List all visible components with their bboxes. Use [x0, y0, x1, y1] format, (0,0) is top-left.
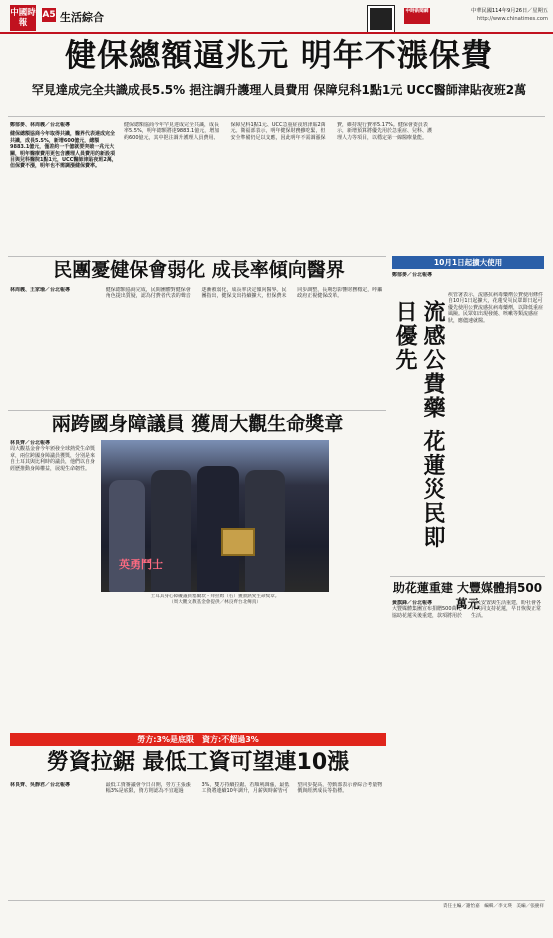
photo-overlay-text: 英勇鬥士 [119, 558, 163, 571]
sidebar-bottom-headline: 助花蓮重建 大豐媒體捐500萬元 [392, 581, 543, 611]
labor-banner: 勞方:3%是底限 資方:不超過3% [137, 735, 259, 744]
sidebar-bottom-byline: 黃旗鋒／台北報導 [392, 600, 433, 606]
divider [8, 410, 386, 411]
second-byline: 林周義、王家瑜／台北報導 [10, 287, 71, 293]
second-body-block [10, 287, 386, 407]
lead-subheadline: 罕見達成完全共識成長5.5% 挹注調升護理人員費用 保障兒科1點1元 UCC醫師津貼夜班2萬 [31, 83, 527, 97]
newspaper-logo: 中國時報 [10, 5, 36, 31]
date-line: 中華民國114年9月26日／星期五 [471, 8, 548, 14]
lead-intro-text: 健保總額協商今年取得共識，醫界代表達成完全共識，成長5.5%，新增600億元，總額9883.1億元，僅差約一千億就要突破一兆元大關，明年醫療費用更包含護理人員費用的新設項目與兒科醫院1點1元，UCC醫師津貼夜班2萬，但保費不漲，明年也不需調漲健保費率。 [10, 131, 117, 170]
partner-logo: 中時新聞網 [404, 8, 430, 24]
feature-right-column [333, 440, 387, 728]
labor-body: 最低工資審議會今日召開，勞方主張漲幅3%是底限，資方則認為不宜超過3%，雙方持續拉鋸。若順利調漲，最低工資將連續10年調升，月薪與時薪皆可望同步提高，勞動部表示會綜合考量物價與經濟成長等指標。 [105, 782, 383, 795]
sidebar-body: 疾管署表示，流感抗病毒藥劑公費使用條件自10月1日起擴大，花蓮受災民眾即日起可優先使用公費流感抗病毒藥劑，以降低重症風險。民眾如出現發燒、咳嗽等類流感症狀，應儘速就醫。 [448, 292, 544, 324]
qr-code-icon [368, 6, 394, 32]
feature-photo [101, 440, 329, 592]
header-rule [0, 32, 553, 34]
labor-body-block [10, 782, 386, 894]
divider [390, 576, 545, 577]
footer-rule [8, 900, 545, 901]
second-headline: 民團憂健保會弱化 成長率傾向醫界 [53, 259, 345, 281]
sidebar-tag: 10月1日起擴大使用 [392, 256, 544, 269]
lead-body: 健保總額協商今年罕見達成完全共識，成長率5.5%，明年總額將達9883.1億元，增加約600億元，其中挹注調升護理人員費用、保障兒科1點1元、UCC急重症夜班津貼2萬元。衛福部表示，明年健保財務雖吃緊，但安全準備仍足以支應，因此明年不需調漲保費，維持現行費率5.17%。健保會委員表示，新增預算將優先用於急重症、兒科、護理人力等項目，以穩定第一線醫療量能。 [124, 122, 433, 141]
photo-caption: 土耳其身心障礙議員塞爾坎・拜拉姆（右）獲頒熱愛生命獎章。 [150, 594, 280, 599]
editor-credits: 責任主編／謝怡嘉 編輯／李文瑛 美編／張慶祥 [442, 904, 544, 909]
person-figure [151, 470, 191, 592]
second-body: 健保總額協商完成，民間團體對健保會角色提出質疑，認為付費者代表的聲音逐漸被弱化，成長率決定傾向醫界。民團指出，健保支出持續擴大，但保費未同步調整，長期恐影響財務穩定，呼籲政府正視健保改革。 [105, 287, 383, 300]
feature-left-column [10, 440, 98, 728]
sidebar-bottom-body-block [392, 600, 544, 892]
divider [8, 116, 545, 117]
sidebar-byline: 鄭郁麥／台北報導 [392, 272, 433, 278]
person-figure [109, 480, 145, 592]
feature-caption-block [102, 594, 328, 618]
award-plaque [221, 528, 255, 556]
section-code-badge: A5 [42, 10, 56, 20]
labor-headline: 勞資拉鋸 最低工資可望連10漲 [46, 750, 350, 775]
sidebar-bottom-body: 大豐媒體集團宣布捐贈500萬元協助花蓮災後重建，款項將用於災民安置與生活重建，盼社會各界共同支持花蓮，早日恢復正常生活。 [392, 600, 542, 619]
feature-continuation [101, 620, 329, 728]
feature-byline: 林良齊／台北報導 [10, 440, 51, 446]
lead-headline: 健保總額逼兆元 明年不漲保費 [65, 38, 493, 74]
sidebar-vertical-headline: 流感公費藥 花蓮災民即日優先 [392, 300, 445, 550]
photo-credit: （周大觀文教基金會提供／林良齊台北傳真） [169, 600, 261, 605]
site-url[interactable]: http://www.chinatimes.com [477, 16, 548, 22]
labor-byline: 林良齊、吳靜君／台北報導 [10, 782, 71, 788]
divider [8, 256, 386, 257]
lead-byline: 鄭郁麥、林周義／台北報導 [10, 122, 71, 128]
feature-headline: 兩跨國身障議員 獲周大觀生命獎章 [51, 413, 344, 435]
lead-intro [10, 122, 118, 252]
section-name: 生活綜合 [60, 11, 104, 24]
feature-body: 周大觀基金會今年頒發全球熱愛生命獎章，兩位跨國身障議員獲獎，分別是來自土耳其與比利時的議員，他們以自身經歷推動身障權益，展現生命韌性。 [10, 446, 96, 472]
